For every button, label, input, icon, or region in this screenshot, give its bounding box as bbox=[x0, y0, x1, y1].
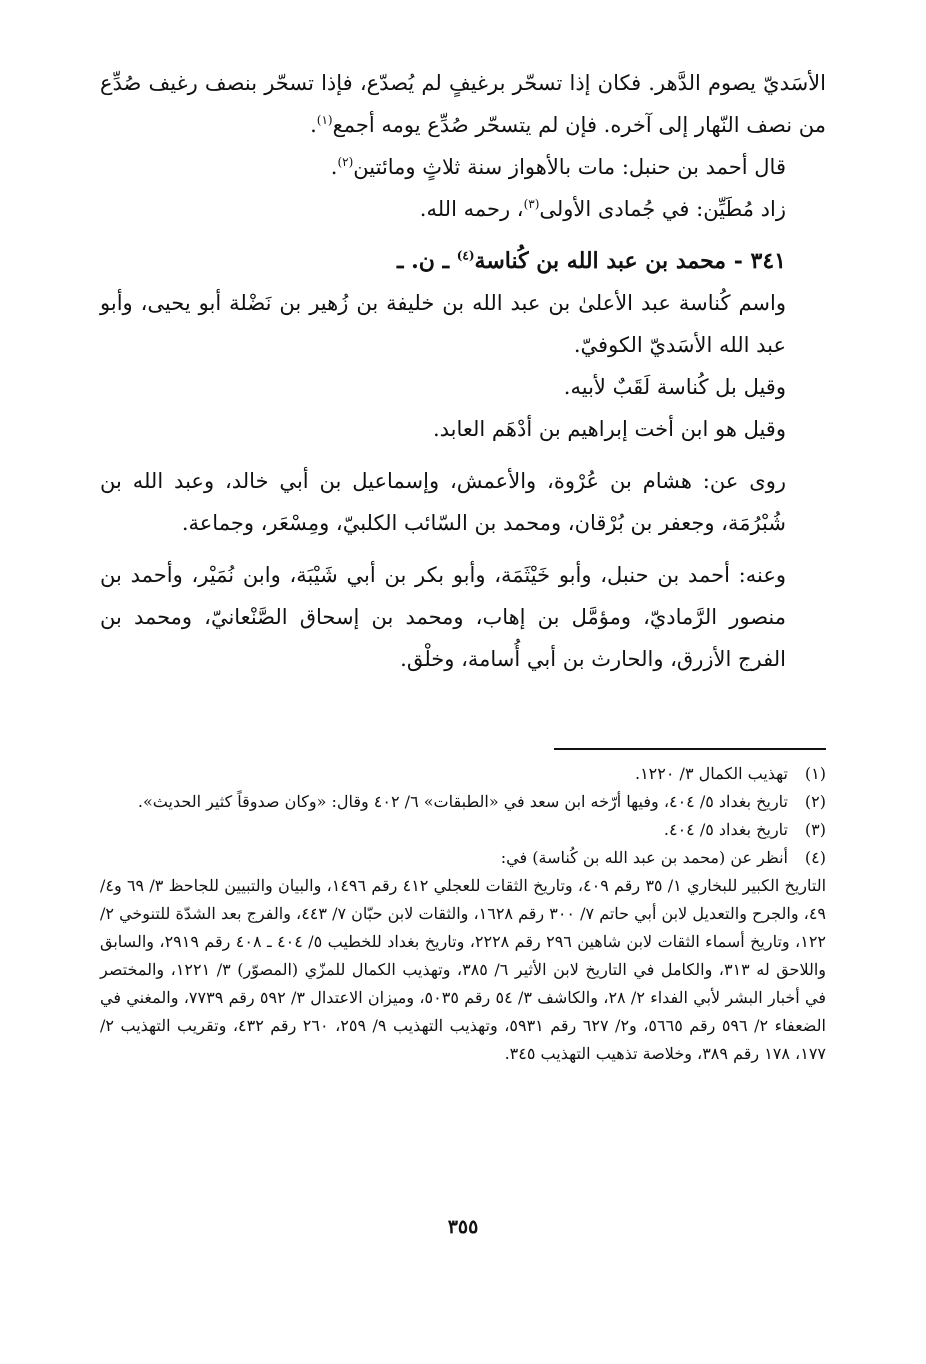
footnote-3 bbox=[100, 816, 826, 844]
footnote-2 bbox=[100, 788, 826, 816]
footnote-1 bbox=[100, 760, 826, 788]
footnote-sources: التاريخ الكبير للبخاري ١/ ٣٥ رقم ٤٠٩، وتاريخ الثقات للعجلي ٤١٢ رقم ١٤٩٦، والبيان والتبيين للجاحظ ٣/ ٦٩ و٤/ ٤٩، والجرح والتعديل لابن أبي حاتم ٧/ ٣٠٠ رقم ١٦٢٨، والثقات لابن حبّان ٧/ ٤٤٣، والفرج بعد الشدّة للتنوخي ٢/ ١٢٢، وتاريخ أسماء الثقات لابن شاهين ٢٩٦ رقم ٢٢٢٨، وتاريخ بغداد للخطيب ٥/ ٤٠٤ ـ ٤٠٨ رقم ٢٩١٩، والسابق واللاحق له ٣١٣، والكامل في التاريخ لابن الأثير ٦/ ٣٨٥، وتهذيب الكمال للمزّي (المصوّر) ٣/ ١٢٢١، والمختصر في أخبار البشر لأبي الفداء ٢/ ٢٨، والكاشف ٣/ ٥٤ رقم ٥٠٣٥، وميزان الاعتدال ٣/ ٥٩٢ رقم ٧٧٣٩، والمغني في الضعفاء ٢/ ٥٩٦ رقم ٥٦٦٥، و٢/ ٦٢٧ رقم ٥٩٣١، وتهذيب التهذيب ٩/ ٢٥٩، ٢٦٠ رقم ٤٣٢، وتقريب التهذيب ٢/ ١٧٧، ١٧٨ رقم ٣٨٩، وخلاصة تذهيب التهذيب ٣٤٥. bbox=[100, 876, 827, 1063]
paragraph-death: قال أحمد بن حنبل: مات بالأهواز سنة ثلاثٍ ومائتين$^{(٢)}$. bbox=[330, 155, 786, 179]
footnote-text: تهذيب الكمال ٣/ ١٢٢٠. bbox=[634, 764, 788, 783]
footnote-number: (٣) bbox=[804, 820, 826, 839]
entry-heading: ٣٤١ - محمد بن عبد الله بن كُناسة$^{(٤)}$ ـ ن. ـ bbox=[397, 248, 786, 274]
footnote-number: (٤) bbox=[804, 848, 826, 867]
footnote-4 bbox=[100, 844, 826, 1068]
footnote-ref-3: (٣) bbox=[523, 197, 540, 211]
paragraph-narrated-from: روى عن: هشام بن عُرْوة، والأعمش، وإسماعيل بن أبي خالد، وعبد الله بن شُبْرُمَة، وجعفر بن بُرْقان، ومحمد بن السّائب الكلبيّ، ومِسْعَر، وجماعة. bbox=[100, 469, 786, 535]
paragraph-nephew: وقيل هو ابن أخت إبراهيم بن أدْهَم العابد. bbox=[432, 417, 786, 441]
footnote-ref-4: (٤) bbox=[456, 248, 475, 263]
footnote-number: (١) bbox=[804, 764, 826, 783]
paragraph-name: واسم كُناسة عبد الأعلىٰ بن عبد الله بن خليفة بن زُهير بن نَضْلة أبو يحيى، وأبو عبد الله الأسَديّ الكوفيّ. bbox=[100, 291, 786, 357]
page-number: ٣٥٥ bbox=[447, 1216, 479, 1238]
main-text bbox=[100, 62, 826, 680]
footnote-divider bbox=[554, 748, 826, 750]
footnote-text: تاريخ بغداد ٥/ ٤٠٤. bbox=[663, 820, 788, 839]
paragraph-narrated-by: وعنه: أحمد بن حنبل، وأبو خَيْثَمَة، وأبو بكر بن أبي شَيْبَة، وابن نُمَيْر، وأحمد بن منصور الرَّماديّ، ومؤمَّل بن إهاب، ومحمد بن إسحاق الصَّنْعانيّ، ومحمد بن الفرج الأزرق، والحارث بن أبي أُسامة، وخلْق. bbox=[100, 563, 786, 671]
footnote-text: أنظر عن (محمد بن عبد الله بن كُناسة) في: bbox=[500, 848, 788, 867]
footnote-text: تاريخ بغداد ٥/ ٤٠٤، وفيها أرّخه ابن سعد في «الطبقات» ٦/ ٤٠٢ وقال: «وكان صدوقاً كثير الحديث». bbox=[137, 792, 788, 811]
paragraph-laqab: وقيل بل كُناسة لَقَبٌ لأبيه. bbox=[563, 375, 786, 399]
footnote-number: (٢) bbox=[804, 792, 826, 811]
footnotes bbox=[100, 760, 826, 1068]
paragraph-mutayyin: زاد مُطَيِّن: في جُمادى الأولى$^{(٣)}$، رحمه الله. bbox=[419, 197, 786, 221]
paragraph-fasting: الأسَديّ يصوم الدَّهر. فكان إذا تسحّر برغيفٍ لم يُصدّع، فإذا تسحّر بنصف رغيف صُدِّع من نصف النّهار إلى آخره. فإن لم يتسحّر صُدِّع يومه أجمع$^{(١)}$. bbox=[100, 71, 826, 137]
footnote-ref-2: (٢) bbox=[337, 155, 354, 169]
footnote-ref-1: (١) bbox=[316, 113, 333, 127]
